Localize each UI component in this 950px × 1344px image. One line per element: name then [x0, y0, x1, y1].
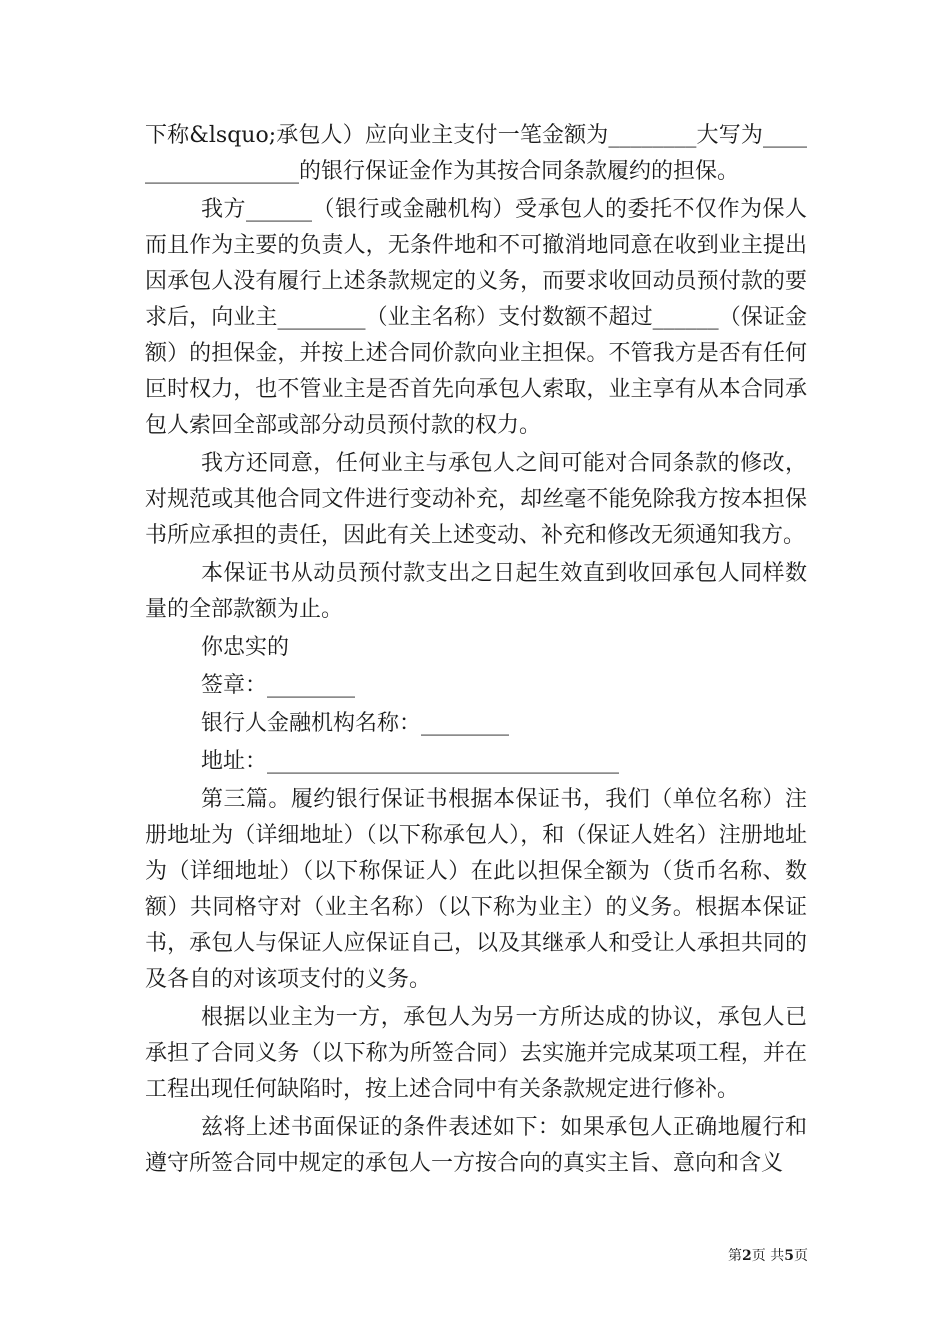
closing-signature: 签章：________	[201, 673, 356, 698]
closing-bank-name: 银行人金融机构名称：________	[201, 711, 510, 736]
paragraph-conditions: 兹将上述书面保证的条件表述如下：如果承包人正确地履行和遵守所签合同中规定的承包人一方按合向的真实主旨、意向和含义	[145, 1115, 807, 1176]
footer-suffix: 页	[794, 1248, 808, 1264]
footer-current-page: 2	[742, 1248, 752, 1264]
paragraph-agreement: 根据以业主为一方，承包人为另一方所达成的协议，承包人已承担了合同义务（以下称为所签合同）去实施并完成某项工程，并在工程出现任何缺陷时，按上述合同中有关条款规定进行修补。	[145, 1005, 807, 1102]
footer-total-pages: 5	[784, 1248, 794, 1264]
paragraph-validity: 本保证书从动员预付款支出之日起生效直到收回承包人同样数量的全部款额为止。	[145, 561, 807, 622]
footer-middle: 页 共	[751, 1248, 785, 1264]
page-footer	[0, 1247, 808, 1265]
paragraph-amendments: 我方还同意，任何业主与承包人之间可能对合同条款的修改，对规范或其他合同文件进行变动补充，却丝毫不能免除我方按本担保书所应承担的责任，因此有关上述变动、补充和修改无须通知我方。	[145, 451, 807, 548]
footer-prefix: 第	[728, 1248, 743, 1264]
paragraph-part-three: 第三篇。履约银行保证书根据本保证书，我们（单位名称）注册地址为（详细地址）（以下称承包人），和（保证人姓名）注册地址为（详细地址）（以下称保证人）在此以担保全额为（货币名称、数额）共同格守对（业主名称）（以下称为业主）的义务。根据本保证书，承包人与保证人应保证自己，以及其继承人和受让人承担共同的及各自的对该项支付的义务。	[145, 787, 807, 992]
closing-address: 地址：________________________________	[201, 749, 620, 774]
paragraph-bank-guarantee: 我方______（银行或金融机构）受承包人的委托不仅作为保人而且作为主要的负责人，无条件地和不可撤消地同意在收到业主提出因承包人没有履行上述条款规定的义务，而要求收回动员预付款的要求后，向业主________（业主名称）支付数额不超过______（保证金额）的担保金，并按上述合同价款向业主担保。不管我方是否有任何叵时权力，也不管业主是否首先向承包人索取，业主享有从本合同承包人索回全部或部分动员预付款的权力。	[145, 197, 807, 438]
closing-sincerely: 你忠实的	[201, 635, 290, 660]
paragraph-continuation: 下称&lsquo;承包人）应向业主支付一笔金额为________大写为__________________的银行保证金作为其按合同条款履约的担保。	[145, 123, 807, 184]
document-body	[145, 118, 807, 1184]
